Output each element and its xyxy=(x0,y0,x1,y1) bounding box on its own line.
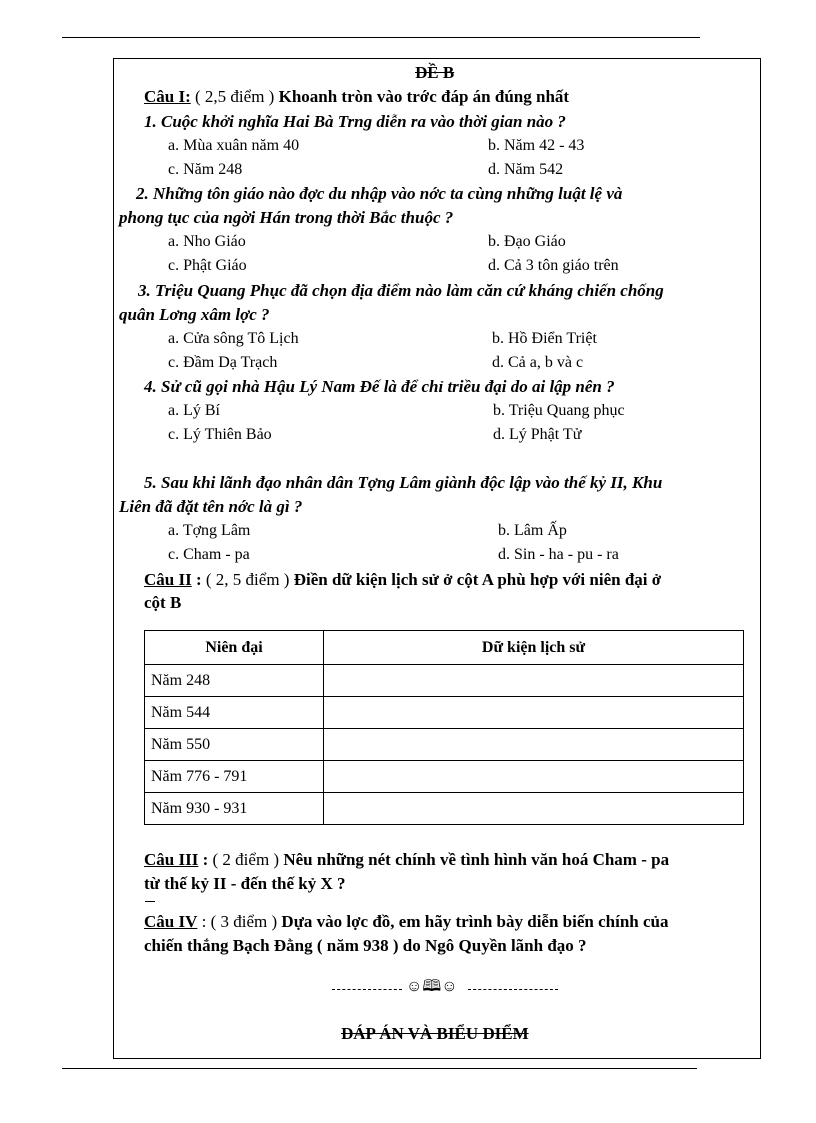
question-1-instruction: Khoanh tròn vào trớc đáp án đúng nhất xyxy=(278,87,570,106)
table-header-year: Niên đại xyxy=(145,631,324,665)
question-2-label: Câu II xyxy=(144,570,192,589)
history-table xyxy=(144,630,744,825)
question-1-points: ( 2,5 điểm ) xyxy=(190,87,279,106)
table-cell-year: Năm 544 xyxy=(145,697,324,729)
q1-item-3-option-b: b. Hồ Điển Triệt xyxy=(492,330,597,347)
question-4-text-1: Dựa vào lợc đồ, em hãy trình bày diễn biến chính của xyxy=(281,912,669,931)
q1-item-3-option-a: a. Cửa sông Tô Lịch xyxy=(168,330,299,347)
table-header-event: Dữ kiện lịch sử xyxy=(324,631,744,665)
table-header-row xyxy=(145,631,744,665)
top-rule xyxy=(62,37,700,38)
q1-item-3-question-line-2: quân Lơng xâm lợc ? xyxy=(119,305,270,324)
table-cell-event[interactable] xyxy=(324,665,744,697)
table-row xyxy=(145,697,744,729)
table-row xyxy=(145,665,744,697)
question-2-colon: : xyxy=(191,570,206,589)
table-row xyxy=(145,729,744,761)
q1-item-4-option-b: b. Triệu Quang phục xyxy=(493,402,625,419)
q1-item-5-option-b: b. Lâm Ấp xyxy=(498,522,567,539)
table-cell-year: Năm 930 - 931 xyxy=(145,793,324,825)
question-1-label: Câu I: xyxy=(144,87,191,106)
q1-item-2-question-line-2: phong tục của ngời Hán trong thời Bắc thuộc ? xyxy=(119,208,454,227)
q1-item-1-option-c: c. Năm 248 xyxy=(168,161,243,178)
question-3-text-1: Nêu những nét chính về tình hình văn hoá Cham - pa xyxy=(283,850,670,869)
q1-item-1-option-a: a. Mùa xuân năm 40 xyxy=(168,137,300,154)
question-3-label: Câu III xyxy=(144,850,199,869)
question-2-instruction-1: Điền dữ kiện lịch sử ở cột A phù hợp với niên đại ở xyxy=(293,570,662,589)
question-4-points: : ( 3 điểm ) xyxy=(197,912,282,931)
q1-item-1-question: 1. Cuộc khởi nghĩa Hai Bà Trng diễn ra vào thời gian nào ? xyxy=(144,112,566,131)
q1-item-4-option-d: d. Lý Phật Tử xyxy=(493,426,582,443)
q1-item-2-option-c: c. Phật Giáo xyxy=(168,257,247,274)
question-1-header xyxy=(144,87,569,107)
exam-title: ĐỀ B xyxy=(415,63,455,82)
q1-item-5-question-line-2: Liên đã đặt tên nớc là gì ? xyxy=(119,497,303,516)
divider-right-line xyxy=(468,989,558,990)
book-ornament-icon: ☺🕮☺ xyxy=(406,978,458,995)
q1-item-2-option-a: a. Nho Giáo xyxy=(168,233,246,250)
table-cell-event[interactable] xyxy=(324,793,744,825)
table-cell-event[interactable] xyxy=(324,761,744,793)
table-row xyxy=(145,793,744,825)
question-3-points: ( 2 điểm ) xyxy=(212,850,284,869)
table-cell-year: Năm 248 xyxy=(145,665,324,697)
bottom-rule xyxy=(62,1068,697,1069)
question-2-instruction-2: cột B xyxy=(144,593,182,612)
q1-item-4-question: 4. Sử cũ gọi nhà Hậu Lý Nam Đế là để chỉ triều đại do ai lập nên ? xyxy=(144,377,615,396)
question-3-colon: : xyxy=(198,850,213,869)
q1-item-1-option-d: d. Năm 542 xyxy=(488,161,564,178)
short-dash xyxy=(145,901,155,902)
question-4-text-2: chiến thắng Bạch Đằng ( năm 938 ) do Ngô Quyền lãnh đạo ? xyxy=(144,936,587,955)
question-2-points: ( 2, 5 điểm ) xyxy=(205,570,294,589)
q1-item-2-option-b: b. Đạo Giáo xyxy=(488,233,566,250)
q1-item-4-option-c: c. Lý Thiên Bảo xyxy=(168,426,272,443)
answer-key-title: ĐÁP ÁN VÀ BIỂU ĐIỂM xyxy=(341,1024,529,1043)
question-4-label: Câu IV xyxy=(144,912,198,931)
q1-item-2-question-line-1: 2. Những tôn giáo nào đợc du nhập vào nớc ta cùng những luật lệ và xyxy=(136,184,623,203)
q1-item-1-option-b: b. Năm 42 - 43 xyxy=(488,137,585,154)
q1-item-3-question-line-1: 3. Triệu Quang Phục đã chọn địa điểm nào làm căn cứ kháng chiến chống xyxy=(138,281,664,300)
q1-item-5-option-c: c. Cham - pa xyxy=(168,546,250,563)
q1-item-4-option-a: a. Lý Bí xyxy=(168,402,220,419)
q1-item-5-option-d: d. Sin - ha - pu - ra xyxy=(498,546,619,563)
q1-item-3-option-d: d. Cả a, b và c xyxy=(492,354,584,371)
table-row xyxy=(145,761,744,793)
question-3-text-2: từ thế kỷ II - đến thế kỷ X ? xyxy=(144,874,346,893)
question-4-header-line-1 xyxy=(144,912,668,932)
q1-item-2-option-d: d. Cả 3 tôn giáo trên xyxy=(488,257,619,274)
question-2-header-line-1 xyxy=(144,570,661,590)
q1-item-5-option-a: a. Tợng Lâm xyxy=(168,522,251,539)
q1-item-5-question-line-1: 5. Sau khi lãnh đạo nhân dân Tợng Lâm giành độc lập vào thế kỷ II, Khu xyxy=(144,473,663,492)
table-cell-event[interactable] xyxy=(324,697,744,729)
question-3-header-line-1 xyxy=(144,850,669,870)
divider-left-line xyxy=(332,989,402,990)
table-cell-event[interactable] xyxy=(324,729,744,761)
table-cell-year: Năm 550 xyxy=(145,729,324,761)
q1-item-3-option-c: c. Đầm Dạ Trạch xyxy=(168,354,278,371)
table-cell-year: Năm 776 - 791 xyxy=(145,761,324,793)
